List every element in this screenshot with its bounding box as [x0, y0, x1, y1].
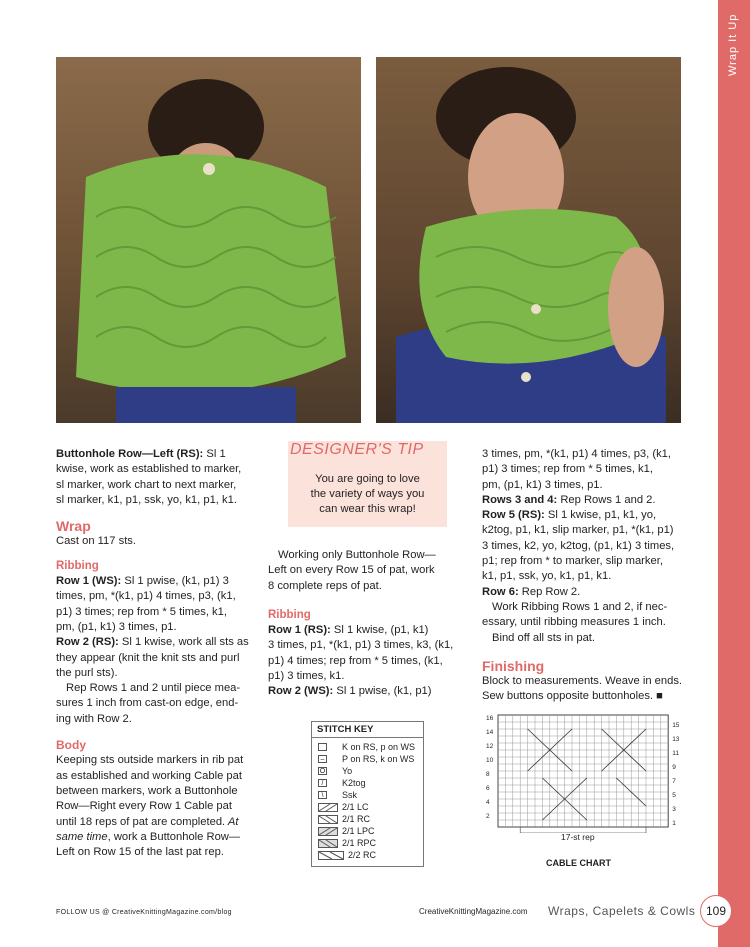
column-3: [482, 447, 702, 705]
body-line: until 18 reps of pat are completed.: [56, 815, 226, 828]
chart-row-number: 8: [486, 771, 490, 778]
key-label: K2tog: [342, 778, 366, 788]
chart-row-number: 4: [486, 799, 490, 806]
key-row: [312, 837, 423, 849]
row5-line: k1, p1, ssk, yo, k1, p1, k1.: [482, 570, 612, 583]
chart-row-number: 10: [486, 757, 494, 764]
chart-row-number: 5: [672, 792, 676, 799]
stitch-key-title: STITCH KEY: [312, 722, 423, 738]
key-label: P on RS, k on WS: [342, 754, 415, 764]
cable-21lc-icon: [318, 803, 338, 812]
rows34-tail: Rep Rows 1 and 2.: [557, 493, 656, 506]
chart-row-number: 7: [672, 778, 676, 785]
row1-line-2: p1) 4 times; rep from * 5 times, (k1,: [268, 654, 443, 667]
photo-cowl: [376, 57, 681, 423]
cable-21lpc-icon: [318, 827, 338, 836]
chart-row-number: 13: [672, 736, 680, 743]
finishing-line: Sew buttons opposite buttonholes.: [482, 690, 654, 703]
key-row: [312, 741, 423, 753]
key-symbol-k2tog: /: [318, 779, 327, 787]
row2-line: they appear (knit the knit sts and purl: [56, 651, 240, 664]
finishing-heading: Finishing: [482, 657, 545, 674]
chart-row-number: 14: [486, 729, 494, 736]
designer-tip-text: [295, 472, 440, 517]
intro-line: Left on every Row 15 of pat, work: [268, 564, 435, 577]
chart-row-number: 12: [486, 743, 494, 750]
intro-line: 8 complete reps of pat.: [268, 579, 382, 592]
key-row: [312, 765, 423, 777]
row1-lead: Row 1 (WS):: [56, 575, 122, 588]
work-line: Bind off all sts in pat.: [492, 631, 596, 644]
finishing-line: Block to measurements. Weave in ends.: [482, 675, 683, 688]
wrap-text: Cast on 117 sts.: [56, 535, 137, 548]
key-row: [312, 825, 423, 837]
footer-follow: FOLLOW US @ CreativeKnittingMagazine.com/blog: [56, 909, 232, 916]
stitch-key: [311, 721, 424, 867]
row1-line: pm, (p1, k1) 3 times, p1.: [56, 620, 177, 633]
photo-shrug-illustration: [56, 57, 361, 423]
key-row: [312, 777, 423, 789]
row5-line: 3 times, k2, yo, k2tog, (p1, k1) 3 times,: [482, 539, 675, 552]
intro-line: Working only Buttonhole Row—: [278, 549, 436, 561]
row1-line-2: 3 times, p1, *(k1, p1) 3 times, k3, (k1,: [268, 639, 454, 652]
buttonhole-left-lead: Buttonhole Row—Left (RS):: [56, 448, 204, 460]
designer-tip-heading: DESIGNER'S TIP: [290, 441, 424, 458]
footer-section: Wraps, Capelets & Cowls: [548, 904, 696, 918]
key-label: K on RS, p on WS: [342, 742, 416, 752]
row2-line: Sl 1 kwise, work all sts as: [118, 636, 249, 649]
cable-21rpc-icon: [318, 839, 338, 848]
column-1: [56, 447, 261, 860]
chart-right-numbers: [672, 722, 680, 827]
row2-lead-2: Row 2 (WS):: [268, 685, 334, 698]
row1-lead-2: Row 1 (RS):: [268, 624, 331, 637]
cable-21rc-icon: [318, 815, 338, 824]
key-row: [312, 813, 423, 825]
row5-line: p1; rep from * to marker, slip marker,: [482, 555, 663, 568]
key-row: [312, 849, 423, 861]
row1-line: times, pm, *(k1, p1) 4 times, p3, (k1,: [56, 590, 236, 603]
end-mark: ■: [656, 690, 663, 703]
ribbing-heading: Ribbing: [56, 559, 99, 572]
ribbing-heading-2: Ribbing: [268, 608, 311, 621]
row2-lead: Row 2 (RS):: [56, 636, 119, 649]
side-tab-label: Wrap It Up: [727, 13, 739, 76]
buttonhole-left-line: kwise, work as established to marker,: [56, 463, 242, 476]
row5-line: Sl 1 kwise, p1, k1, yo,: [544, 509, 657, 522]
chart-title: CABLE CHART: [546, 858, 611, 868]
buttonhole-left-line: Sl 1: [206, 448, 226, 460]
cont-line: pm, (p1, k1) 3 times, p1.: [482, 478, 603, 491]
chart-row-number: 11: [672, 750, 679, 757]
row5-line: k2tog, p1, k1, slip marker, p1, *(k1, p1): [482, 524, 674, 537]
chart-row-number: 2: [486, 813, 490, 820]
key-row: [312, 801, 423, 813]
tip-line: the variety of ways you: [310, 488, 425, 500]
row1-line: p1) 3 times; rep from * 5 times, k1,: [56, 605, 227, 618]
body-line: as established and working Cable pat: [56, 769, 242, 782]
key-symbol-purl: –: [318, 755, 327, 763]
cont-line: 3 times, pm, *(k1, p1) 4 times, p3, (k1,: [482, 448, 672, 460]
key-label: Yo: [342, 766, 353, 776]
body-italic: same time: [56, 830, 108, 843]
page-number: 109: [700, 895, 732, 927]
tip-line: You are going to love: [315, 473, 420, 485]
key-label: 2/1 RPC: [342, 838, 377, 848]
key-symbol-knit: [318, 743, 327, 751]
cable-22rc-icon: [318, 851, 344, 860]
footer-site: CreativeKnittingMagazine.com: [419, 907, 528, 916]
chart-left-numbers: [486, 715, 494, 820]
row6-tail: Rep Row 2.: [518, 585, 581, 598]
photo-shrug: [56, 57, 361, 423]
chart-row-number: 3: [672, 806, 676, 813]
row1-line-2: Sl 1 kwise, (p1, k1): [330, 624, 429, 637]
rep-line: sures 1 inch from cast-on edge, end-: [56, 697, 239, 710]
buttonhole-left-line: sl marker, k1, p1, ssk, yo, k1, p1, k1.: [56, 493, 237, 506]
chart-row-number: 16: [486, 715, 494, 722]
rep-line: Rep Rows 1 and 2 until piece mea-: [66, 682, 241, 695]
key-label: 2/1 RC: [342, 814, 371, 824]
row6-lead: Row 6:: [482, 585, 519, 598]
chart-rep-label: 17-st rep: [561, 832, 595, 842]
side-tab: [718, 0, 750, 947]
row2-tail-2: Sl 1 pwise, (k1, p1): [333, 685, 432, 698]
chart-row-number: 6: [486, 785, 490, 792]
row2-line: the purl sts).: [56, 666, 118, 679]
chart-row-number: 9: [672, 764, 676, 771]
buttonhole-left-line: sl marker, work chart to next marker,: [56, 478, 237, 491]
key-label: 2/1 LC: [342, 802, 369, 812]
row1-line-2: p1) 3 times, k1.: [268, 670, 345, 683]
body-line: between markers, work a Buttonhole: [56, 784, 238, 797]
key-label: 2/1 LPC: [342, 826, 375, 836]
column-2: [268, 548, 473, 700]
rows34-lead: Rows 3 and 4:: [482, 493, 558, 506]
key-label: 2/2 RC: [348, 850, 377, 860]
body-line: Row—Right every Row 1 Cable pat: [56, 800, 232, 813]
chart-row-number: 15: [672, 722, 680, 729]
key-symbol-yo: O: [319, 768, 326, 775]
work-line: essary, until ribbing measures 1 inch.: [482, 616, 666, 629]
key-label: Ssk: [342, 790, 358, 800]
wrap-heading: Wrap: [56, 518, 91, 535]
key-symbol-ssk: \: [318, 791, 327, 799]
cable-chart: [486, 711, 686, 833]
photo-cowl-illustration: [376, 57, 681, 423]
work-line: Work Ribbing Rows 1 and 2, if nec-: [492, 600, 668, 613]
body-last: Left on Row 15 of the last pat rep.: [56, 846, 224, 859]
body-heading: Body: [56, 738, 86, 753]
body-rest: , work a Buttonhole Row—: [107, 830, 241, 843]
body-italic: At: [225, 815, 239, 828]
tip-line: can wear this wrap!: [319, 503, 416, 515]
row5-lead: Row 5 (RS):: [482, 509, 545, 522]
key-row: [312, 789, 423, 801]
chart-grid: [498, 715, 668, 833]
rep-line: ing with Row 2.: [56, 712, 132, 725]
body-line: Keeping sts outside markers in rib pat: [56, 754, 244, 767]
cont-line: p1) 3 times; rep from * 5 times, k1,: [482, 463, 653, 476]
chart-row-number: 1: [672, 820, 676, 827]
key-row: [312, 753, 423, 765]
row1-line: Sl 1 pwise, (k1, p1) 3: [121, 575, 229, 588]
